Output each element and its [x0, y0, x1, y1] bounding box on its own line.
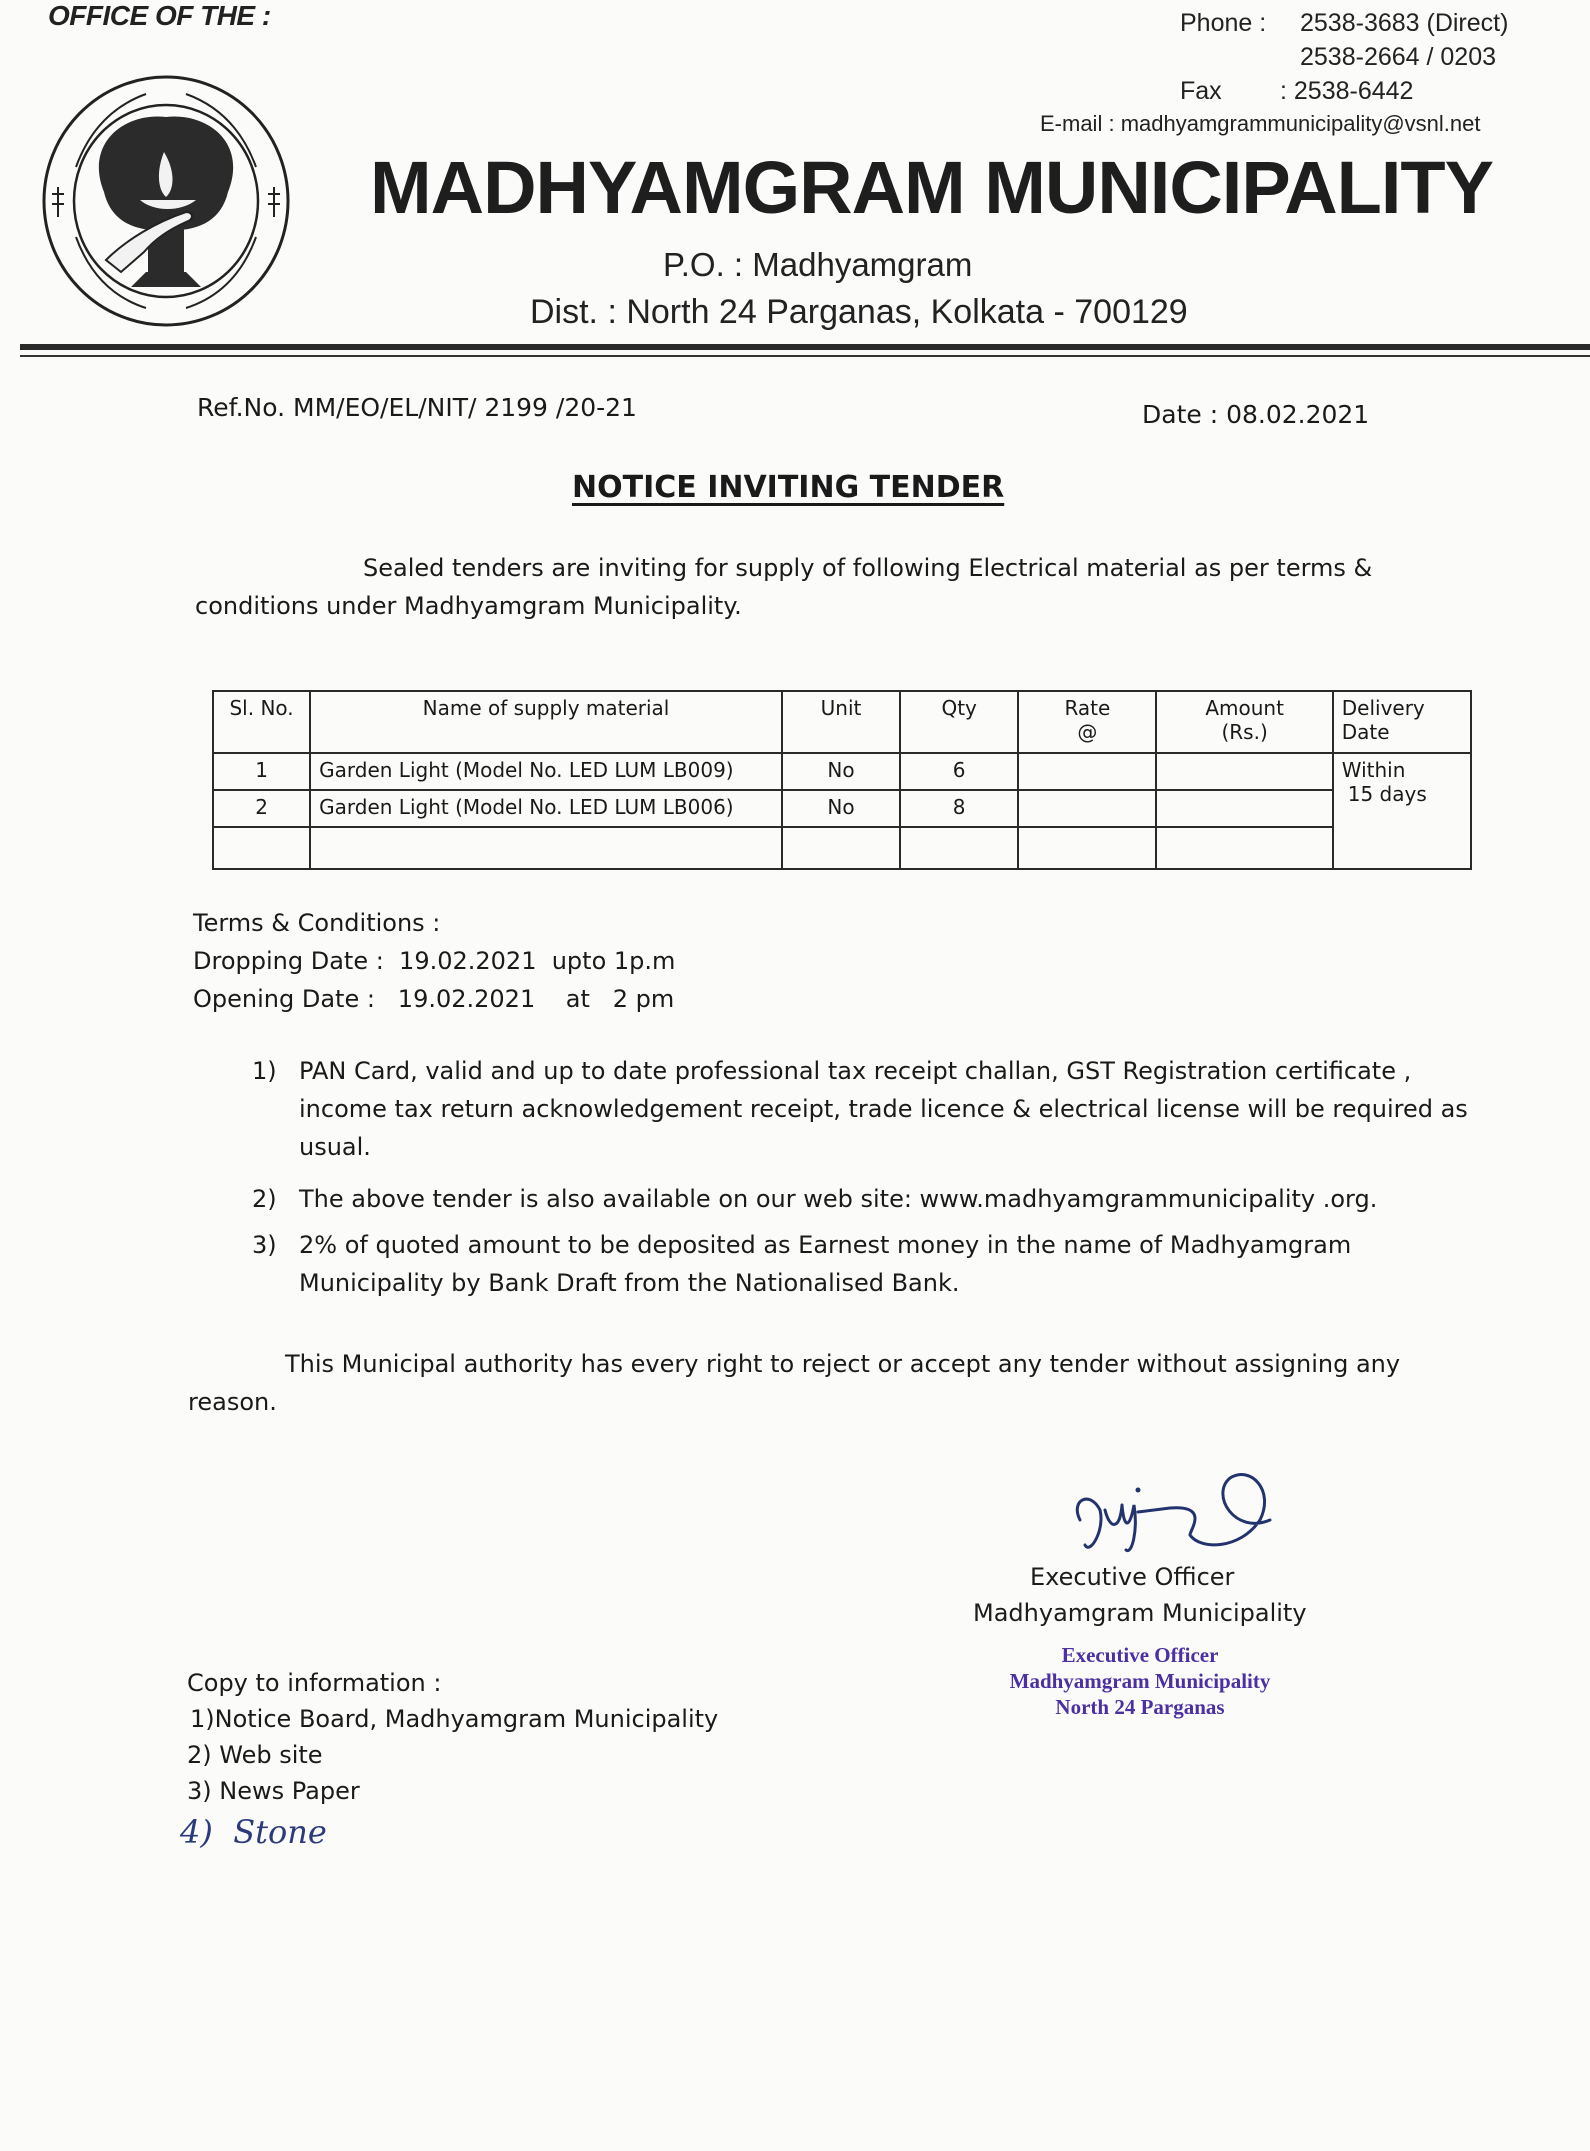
- office-of-label: OFFICE OF THE :: [48, 0, 271, 31]
- municipal-seal-icon: [36, 72, 296, 330]
- notice-title: NOTICE INVITING TENDER: [572, 470, 1005, 505]
- row-sl-no: 1: [213, 753, 310, 790]
- terms-item-line: PAN Card, valid and up to date professional tax receipt challan, GST Registration certificate ,: [299, 1057, 1412, 1085]
- terms-heading: Terms & Conditions :: [193, 909, 441, 937]
- email-line: [1040, 110, 1481, 138]
- row-rate: [1018, 790, 1156, 827]
- copy-to-item: 1)Notice Board, Madhyamgram Municipality: [190, 1705, 719, 1733]
- header-rate-line2: @: [1077, 720, 1098, 744]
- empty-cell: [310, 827, 782, 869]
- header-sl-no: Sl. No.: [213, 691, 310, 753]
- closing-line-2: reason.: [188, 1388, 277, 1416]
- terms-item-1: [252, 1052, 1468, 1166]
- header-qty: Qty: [900, 691, 1018, 753]
- empty-cell: [900, 827, 1018, 869]
- header-rule-thin: [20, 355, 1590, 357]
- handwritten-copy-to-item: 4) Stone: [180, 1813, 327, 1851]
- terms-item-line: 2% of quoted amount to be deposited as Earnest money in the name of Madhyamgram: [299, 1231, 1352, 1259]
- stamp-line-3: North 24 Parganas: [1055, 1695, 1225, 1719]
- tender-items-table: [212, 690, 1472, 870]
- phone-label: Phone :: [1180, 9, 1267, 37]
- intro-line-2: conditions under Madhyamgram Municipality.: [195, 592, 742, 620]
- header-amount-line1: Amount: [1205, 696, 1284, 720]
- email-value: madhyamgrammunicipality@vsnl.net: [1120, 111, 1481, 136]
- table-row: [213, 753, 1471, 790]
- opening-date: Opening Date : 19.02.2021 at 2 pm: [193, 985, 675, 1013]
- signature-icon: [1060, 1470, 1320, 1560]
- header-material-name: Name of supply material: [310, 691, 782, 753]
- table-row-empty: [213, 827, 1471, 869]
- empty-cell: [213, 827, 310, 869]
- copy-to-item: 3) News Paper: [187, 1777, 360, 1805]
- row-sl-no: 2: [213, 790, 310, 827]
- post-office: P.O. : Madhyamgram: [663, 246, 973, 283]
- header-rule-thick: [20, 344, 1590, 350]
- delivery-line2: 15 days: [1347, 782, 1427, 806]
- row-material-name: Garden Light (Model No. LED LUM LB009): [310, 753, 782, 790]
- reference-number: Ref.No. MM/EO/EL/NIT/ 2199 /20-21: [197, 393, 637, 422]
- phone-direct: 2538-3683 (Direct): [1300, 9, 1509, 37]
- terms-item-number: 3): [252, 1231, 277, 1259]
- dropping-date: Dropping Date : 19.02.2021 upto 1p.m: [193, 947, 676, 975]
- row-amount: [1156, 790, 1332, 827]
- stamp-line-1: Executive Officer: [1061, 1643, 1219, 1667]
- table-row: [213, 790, 1471, 827]
- terms-item-line: income tax return acknowledgement receipt, trade licence & electrical license will be required as: [299, 1095, 1468, 1123]
- row-amount: [1156, 753, 1332, 790]
- phone-other: 2538-2664 / 0203: [1300, 43, 1497, 71]
- header-amount-line2: (Rs.): [1221, 720, 1268, 744]
- empty-cell: [1156, 827, 1332, 869]
- terms-item-3: [252, 1226, 1351, 1302]
- notice-date: Date : 08.02.2021: [1142, 400, 1370, 429]
- header-delivery-date: [1333, 691, 1471, 753]
- empty-cell: [1018, 827, 1156, 869]
- signatory-organisation: Madhyamgram Municipality: [973, 1599, 1307, 1627]
- header-delivery-line1: Delivery: [1341, 696, 1425, 720]
- header-delivery-line2: Date: [1341, 720, 1390, 744]
- fax-label: Fax: [1180, 77, 1222, 105]
- empty-cell: [782, 827, 900, 869]
- signatory-title: Executive Officer: [1030, 1563, 1235, 1591]
- row-unit: No: [782, 790, 900, 827]
- header-rate: [1018, 691, 1156, 753]
- row-qty: 6: [900, 753, 1018, 790]
- stamp-line-2: Madhyamgram Municipality: [1009, 1669, 1271, 1693]
- intro-line-1: Sealed tenders are inviting for supply of following Electrical material as per terms &: [363, 554, 1373, 582]
- row-rate: [1018, 753, 1156, 790]
- email-label: E-mail :: [1040, 111, 1115, 136]
- terms-item-number: 2): [252, 1185, 277, 1213]
- official-stamp: [990, 1642, 1290, 1720]
- header-rate-line1: Rate: [1064, 696, 1111, 720]
- row-unit: No: [782, 753, 900, 790]
- table-header-row: [213, 691, 1471, 753]
- closing-line-1: This Municipal authority has every right to reject or accept any tender without assigning any: [285, 1350, 1401, 1378]
- row-qty: 8: [900, 790, 1018, 827]
- copy-to-heading: Copy to information :: [187, 1669, 442, 1697]
- fax-value: : 2538-6442: [1280, 77, 1414, 105]
- municipality-title: MADHYAMGRAM MUNICIPALITY: [370, 146, 1493, 229]
- terms-item-line: Municipality by Bank Draft from the Nationalised Bank.: [299, 1269, 960, 1297]
- terms-item-line: usual.: [299, 1133, 371, 1161]
- delivery-line1: Within: [1341, 758, 1406, 782]
- header-unit: Unit: [782, 691, 900, 753]
- row-material-name: Garden Light (Model No. LED LUM LB006): [310, 790, 782, 827]
- district-address: Dist. : North 24 Parganas, Kolkata - 700129: [530, 293, 1188, 331]
- terms-item-line: The above tender is also available on our web site: www.madhyamgrammunicipality .org.: [299, 1185, 1378, 1213]
- delivery-date-cell: [1333, 753, 1471, 869]
- copy-to-item: 2) Web site: [187, 1741, 323, 1769]
- terms-item-number: 1): [252, 1057, 277, 1085]
- header-amount: [1156, 691, 1332, 753]
- terms-item-2: [252, 1180, 1377, 1218]
